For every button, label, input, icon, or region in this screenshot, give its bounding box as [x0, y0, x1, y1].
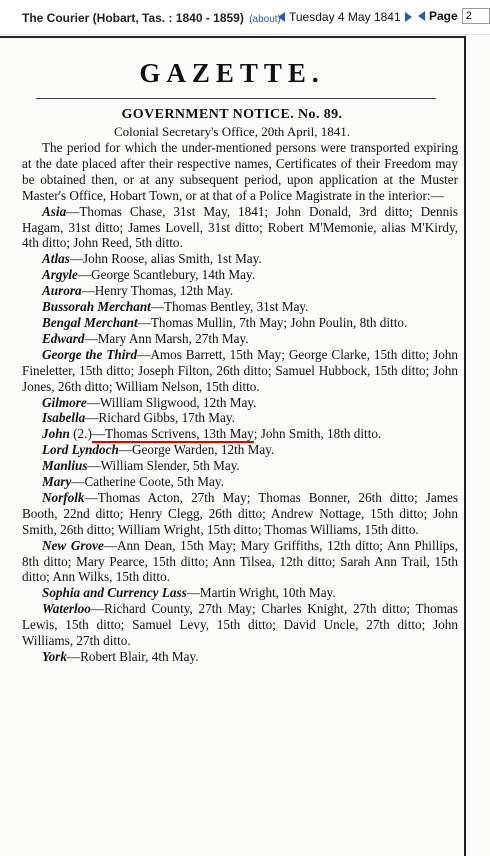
entry-item: [22, 442, 458, 458]
ship-name: Lord Lyndoch: [42, 442, 119, 458]
entry-names: —Richard County, 27th May; Charles Knight, 27th ditto; Thomas Lewis, 15th ditto; Samuel Levy, 15th ditto; David Uncle, 27th ditto; John Williams, 27th ditto.: [22, 601, 458, 649]
entry-item: [22, 299, 458, 315]
entry-item: [22, 395, 458, 411]
ship-name: Gilmore: [42, 394, 87, 410]
ship-name: York: [42, 649, 67, 664]
entry-item: [22, 474, 458, 490]
entry-names: —George Warden, 12th May.: [118, 442, 275, 458]
entry-names: —George Scantlebury, 14th May.: [77, 267, 256, 283]
entry-names: —Amos Barrett, 15th May; George Clarke, 15th ditto; John Fineletter, 15th ditto; Joseph Filton, 26th ditto; Samuel Hubbock, 15th ditto; John Jones, 26th ditto; William Nelson, 15th ditto.: [22, 346, 458, 394]
ship-name: Asia: [42, 203, 67, 219]
highlighted-name: —Thomas Scrivens, 13th May: [91, 426, 254, 442]
page-nav: [418, 8, 490, 24]
ship-name: Waterloo: [42, 601, 91, 617]
entry-names: —Thomas Acton, 27th May; Thomas Bonner, 26th ditto; James Booth, 22nd ditto; Henry Clegg, 26th ditto; Andrew Nottage, 15th ditto; John Smith, 26th ditto; William Wright, 15th ditto; Thomas Williams, 15th ditto.: [22, 489, 458, 537]
entry-item: [22, 251, 458, 267]
entry-item: [22, 315, 458, 331]
entry-names: —Mary Ann Marsh, 27th May.: [84, 330, 249, 346]
entry-item: [22, 204, 458, 252]
entry-item: [22, 331, 458, 347]
ship-name: Bussorah Merchant: [42, 299, 151, 315]
column-top-rule: [0, 36, 464, 38]
entry-names: —Thomas Mullin, 7th May; John Poulin, 8th ditto.: [137, 314, 408, 330]
entry-names: —Thomas Bentley, 31st May.: [150, 299, 309, 315]
entry-names: —Martin Wright, 10th May.: [186, 585, 336, 601]
ship-name: New Grove: [42, 537, 104, 553]
entry-names: —Robert Blair, 4th May.: [66, 649, 199, 664]
entry-names: —Catherine Coote, 5th May.: [71, 474, 224, 490]
entry-names: —William Sligwood, 12th May.: [86, 394, 257, 410]
gazette-masthead: GAZETTE.: [139, 58, 325, 88]
entry-item: [22, 267, 458, 283]
ship-name: Sophia and Currency Lass: [42, 585, 187, 601]
issue-date-nav: [278, 10, 412, 24]
entry-names: —Richard Gibbs, 17th May.: [85, 410, 235, 426]
newspaper-scan: [0, 36, 490, 856]
next-issue-icon[interactable]: [405, 12, 412, 22]
ship-name: Bengal Merchant: [42, 314, 138, 330]
entry-names: —Ann Dean, 15th May; Mary Griffiths, 12th ditto; Ann Phillips, 8th ditto; Mary Pearce, 15th ditto; Ann Tilsea, 12th ditto; Sarah Ann Trail, 15th ditto; Ann Wilks, 15th ditto.: [22, 537, 458, 585]
notice-heading: GOVERNMENT NOTICE. No. 89.: [121, 107, 343, 122]
page-label: Page: [429, 9, 458, 23]
entry-item: [22, 458, 458, 474]
publication-title: [22, 11, 281, 25]
notice-intro: The period for which the under-mentioned persons were transported expiring at the date placed after their respective names, Certificates of their Freedom may be obtained then, or at any subsequent period, upon application at the Muster Master's Office, Hobart Town, or at that of a Police Magistrate in the interior:—: [22, 140, 458, 203]
entry-item: [22, 283, 458, 299]
ship-name: John: [42, 426, 70, 442]
entry-item: [22, 410, 458, 426]
entry-names: —Thomas Chase, 31st May, 1841; John Donald, 3rd ditto; Dennis Hagam, 31st ditto; James Lovell, 31st ditto; Robert M'Memonie, alias M'Kirdy, 4th ditto; John Reed, 5th ditto.: [22, 203, 458, 251]
entry-item: [22, 538, 458, 586]
previous-issue-icon[interactable]: [278, 12, 285, 22]
ship-name: Atlas: [42, 251, 70, 267]
entry-item: [22, 426, 458, 442]
ship-name: Edward: [42, 330, 85, 346]
ship-name: Manlius: [42, 458, 88, 474]
publication-name: The Courier (Hobart, Tas. : 1840 - 1859): [22, 11, 244, 25]
viewer-toolbar: [0, 0, 490, 35]
ship-name: George the Third: [42, 346, 138, 362]
ship-name: Norfolk: [42, 489, 85, 505]
notice-body: [22, 140, 458, 665]
page-number-field[interactable]: 2: [462, 8, 490, 24]
entry-names: ; John Smith, 18th ditto.: [253, 426, 382, 442]
entry-item: [22, 601, 458, 649]
issue-date: Tuesday 4 May 1841: [289, 10, 401, 24]
office-dateline: Colonial Secretary's Office, 20th April, 1841.: [113, 124, 351, 139]
entry-item: [22, 347, 458, 395]
about-link[interactable]: (about): [249, 14, 281, 25]
entry-names: —Henry Thomas, 12th May.: [81, 283, 234, 299]
ship-name: Mary: [42, 474, 72, 490]
entry-names: —William Slender, 5th May.: [87, 458, 240, 474]
entry-item: [22, 490, 458, 538]
entry-list: [22, 204, 458, 665]
entry-item: [22, 585, 458, 601]
ship-suffix: (2.): [69, 426, 92, 442]
ship-name: Aurora: [42, 283, 82, 299]
masthead-rule: [36, 98, 436, 99]
entry-names: —John Roose, alias Smith, 1st May.: [69, 251, 262, 267]
column-divider: [464, 36, 466, 856]
ship-name: Argyle: [42, 267, 78, 283]
previous-page-icon[interactable]: [418, 11, 425, 21]
ship-name: Isabella: [42, 410, 86, 426]
entry-item: [22, 649, 458, 665]
